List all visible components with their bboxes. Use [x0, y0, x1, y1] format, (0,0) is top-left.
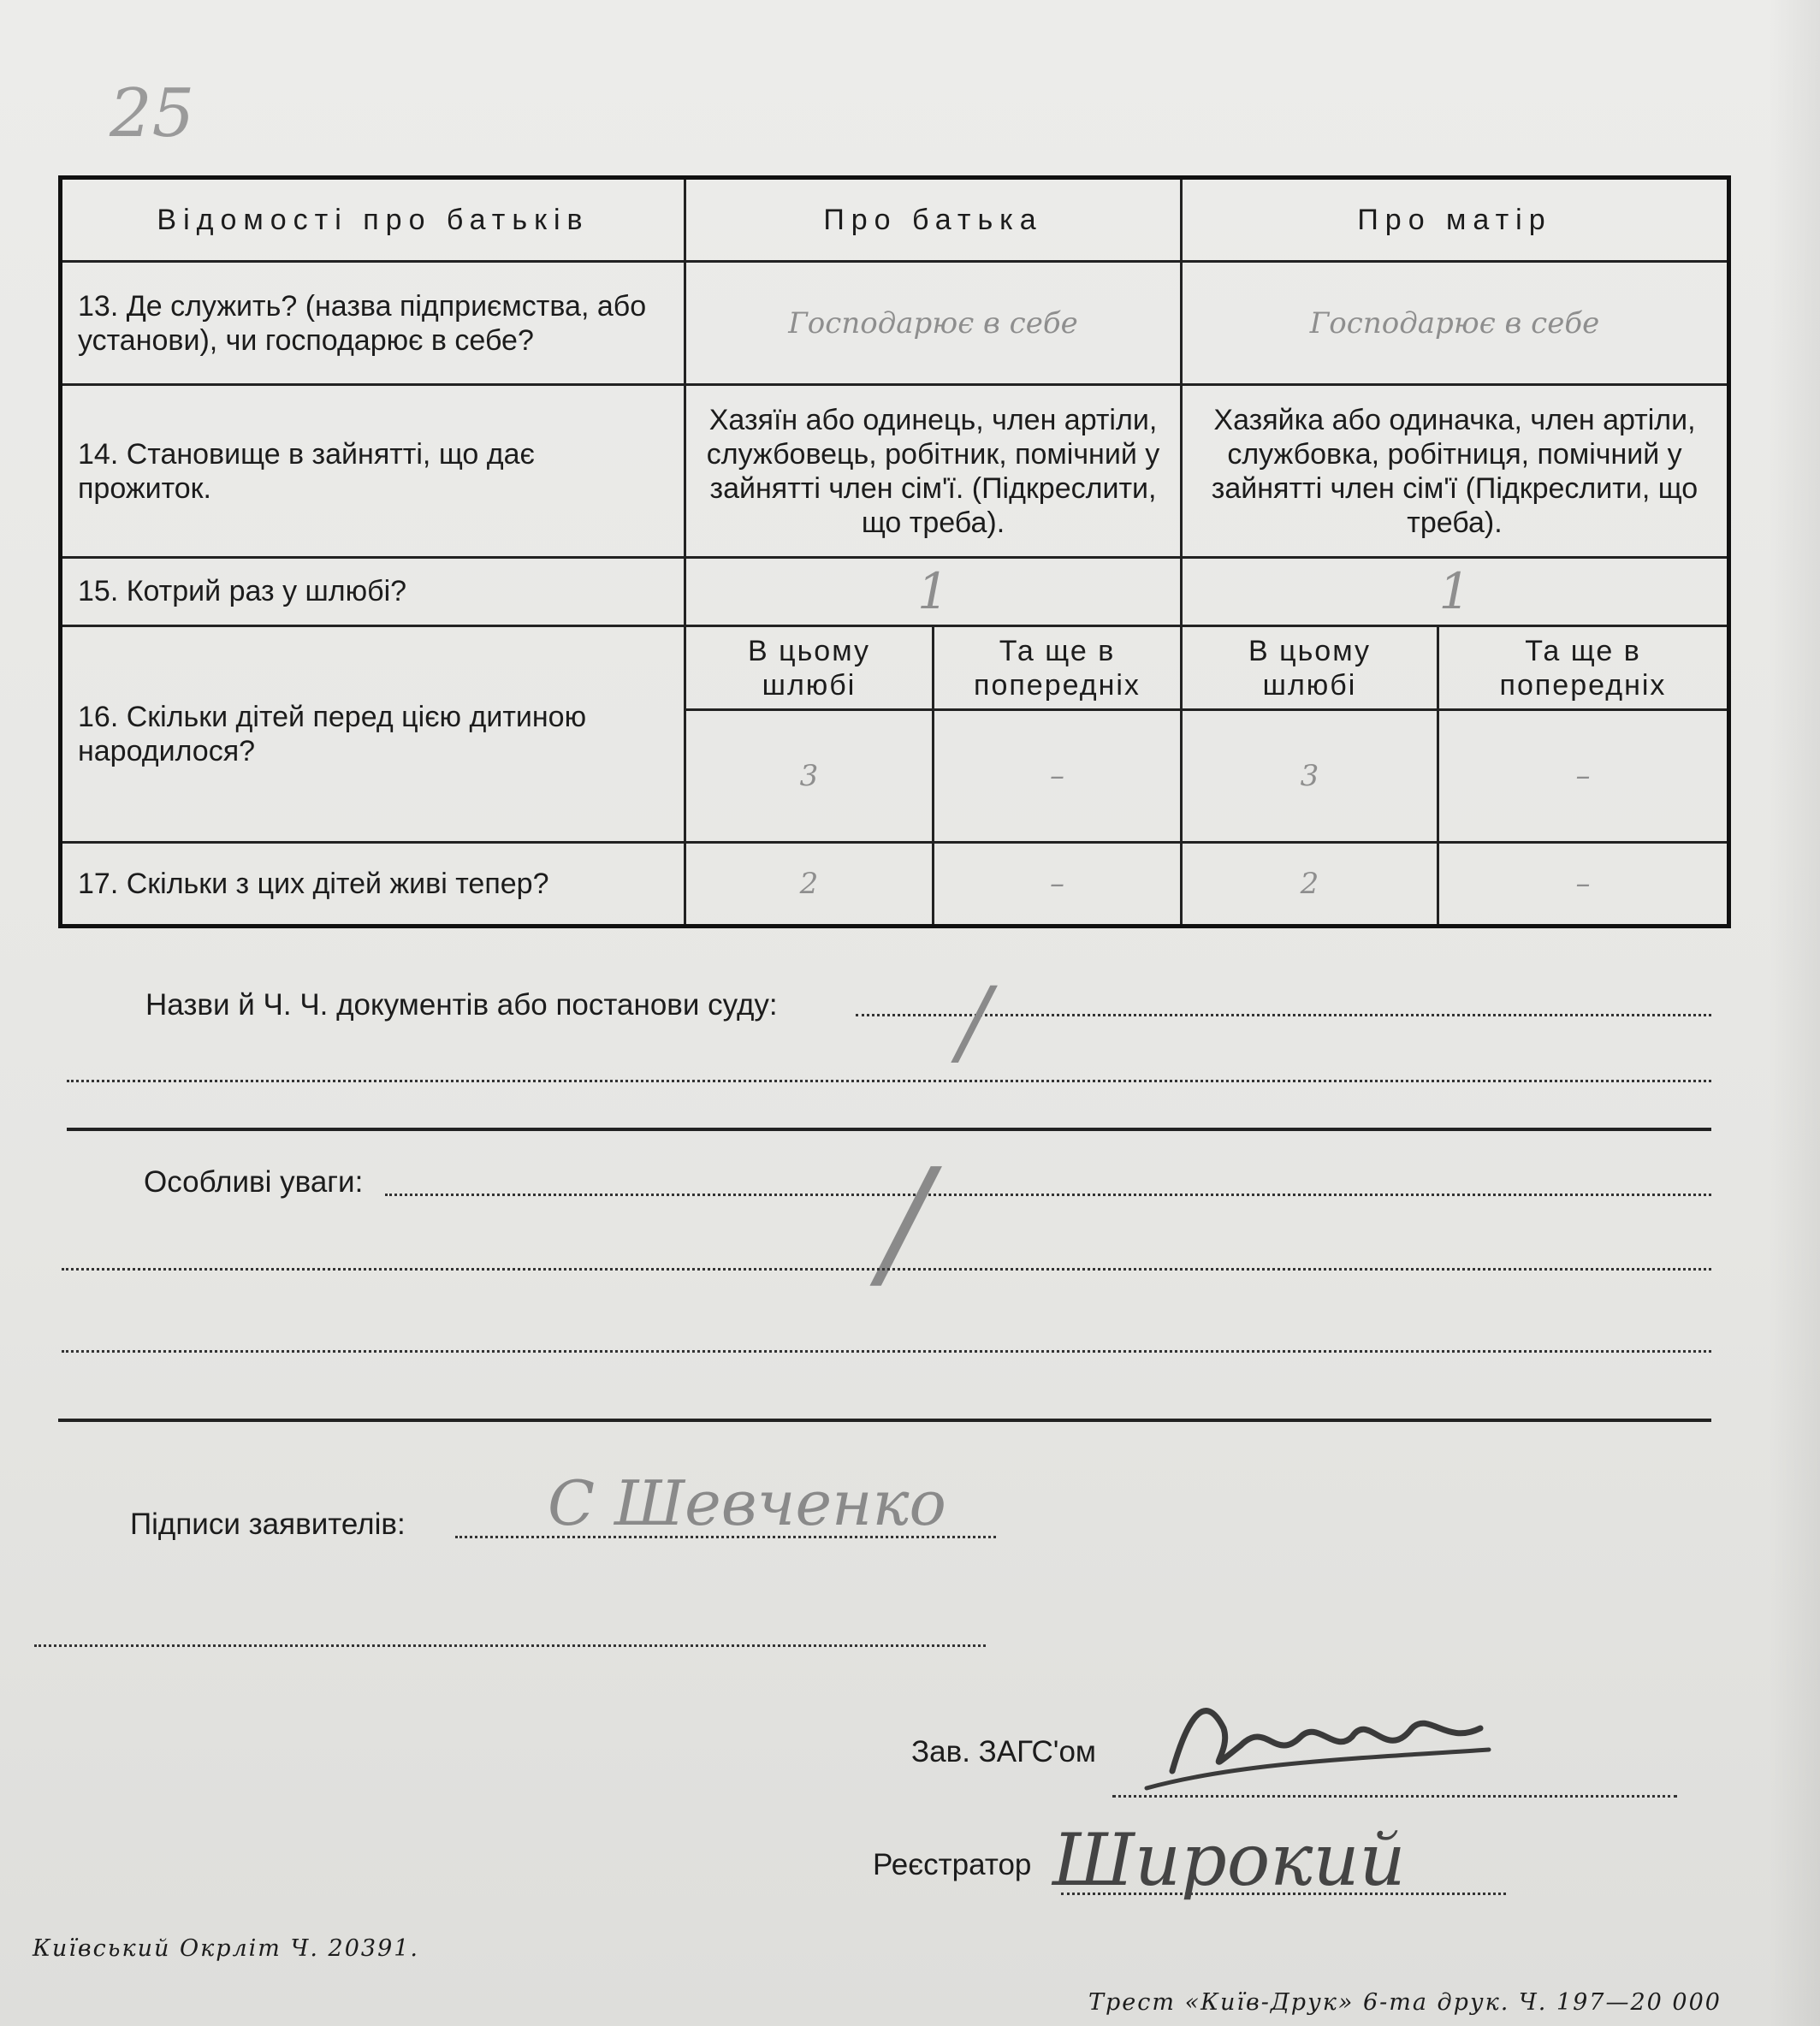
remarks-divider — [58, 1419, 1711, 1422]
documents-line-2 — [67, 1080, 1711, 1082]
applicant-signatures-label: Підписи заявителів: — [130, 1508, 406, 1541]
zags-head-label: Зав. ЗАГС'ом — [911, 1735, 1096, 1768]
footer-printer-left: Київський Окрліт Ч. 20391. — [33, 1935, 420, 1962]
zags-head-signature — [1138, 1677, 1497, 1805]
documents-value: / — [958, 967, 991, 1076]
q16-father-this: 3 — [685, 710, 934, 843]
remarks-line-3 — [62, 1350, 1711, 1353]
question-16: 16. Скільки дітей перед цією дитиною народилося? — [61, 626, 685, 843]
parents-info-table — [58, 175, 1731, 928]
q16-father-prev: – — [934, 710, 1182, 843]
remarks-label: Особливі уваги: — [144, 1165, 364, 1199]
q17-mother-prev: – — [1438, 842, 1729, 926]
q14-father-options: Хазяїн або одинець, член артіли, службовець, робітник, помічний у зайнятті член сім'ї. (Підкреслити, що треба). — [685, 385, 1182, 557]
q16-mother-sub-prev: Та ще в попередніх — [1438, 626, 1729, 710]
applicant-signature: С Шевченко — [548, 1467, 946, 1539]
q16-father-sub-prev: Та ще в попередніх — [934, 626, 1182, 710]
registrar-label: Реєстратор — [873, 1848, 1032, 1881]
q13-father-answer: Господарює в себе — [685, 262, 1182, 385]
q13-mother-answer: Господарює в себе — [1182, 262, 1729, 385]
registrar-signature: Широкий — [1052, 1818, 1406, 1902]
documents-label: Назви й Ч. Ч. документів або постанови суду: — [145, 988, 778, 1022]
question-17: 17. Скільки з цих дітей живі тепер? — [61, 842, 685, 926]
q15-mother-answer: 1 — [1182, 557, 1729, 625]
q17-father-this: 2 — [685, 842, 934, 926]
applicant-signature-line-2 — [34, 1644, 986, 1647]
question-14: 14. Становище в зайнятті, що дає прожиток. — [61, 385, 685, 557]
question-15: 15. Котрий раз у шлюбі? — [61, 557, 685, 625]
question-13: 13. Де служить? (назва підприємства, або установи), чи господарює в себе? — [61, 262, 685, 385]
q16-father-sub-this: В цьому шлюбі — [685, 626, 934, 710]
q14-mother-options: Хазяйка або одиначка, член артіли, службовка, робітниця, помічний у зайнятті член сім'ї (Підкреслити, що треба). — [1182, 385, 1729, 557]
q16-mother-this: 3 — [1182, 710, 1438, 843]
documents-divider — [67, 1128, 1711, 1131]
q15-father-answer: 1 — [685, 557, 1182, 625]
q16-mother-sub-this: В цьому шлюбі — [1182, 626, 1438, 710]
page-edge — [1769, 0, 1820, 2026]
header-father: Про батька — [685, 178, 1182, 262]
remarks-line-1 — [385, 1194, 1711, 1196]
header-parents-info: Відомості про батьків — [61, 178, 685, 262]
footer-printer-right: Трест «Київ-Друк» 6-та друк. Ч. 197—20 000 — [1088, 1989, 1722, 2016]
remarks-line-2 — [62, 1268, 1711, 1271]
q16-mother-prev: – — [1438, 710, 1729, 843]
page-number: 25 — [110, 75, 195, 152]
q17-mother-this: 2 — [1182, 842, 1438, 926]
q17-father-prev: – — [934, 842, 1182, 926]
header-mother: Про матір — [1182, 178, 1729, 262]
remarks-value: / — [881, 1138, 931, 1307]
